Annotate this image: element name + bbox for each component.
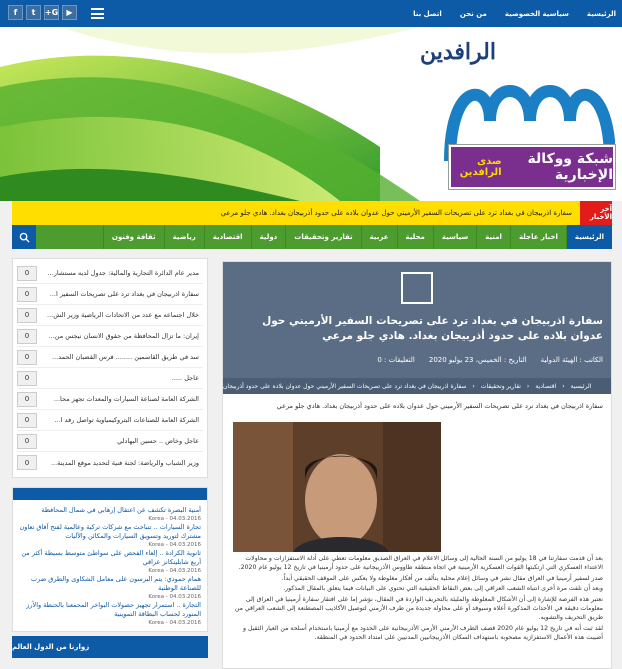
list-item-count: 0 (17, 350, 37, 365)
article-paragraph: نعتبر هذه الفرصة للإشارة إلى أن الأشكال المغلوطة والمليئة بالتحريف الواردة في المقال، نؤشر إما على افتقار سفارة أرمينيا في العراق إلى معلومات دقيقة في الأحداث المذكورة أعلاه وسيوفد أو على محاولة جديدة من طرف الأرمني لتوصيل الأكاذيب المصطنعة إلى الشعب العراقي من طريق التحريف والتشويه. (234, 595, 603, 622)
logo-band-main: شبكة ووكالة الإخبارية (527, 151, 613, 183)
nav-arab[interactable]: عربية (361, 225, 397, 249)
list-item-count: 0 (17, 392, 37, 407)
breadcrumb-separator: ‹ (526, 382, 530, 390)
article-lead: سفارة اذربيجان في بغداد ترد على تصريحات السفير الأرميني حول عدوان بلاده على حدود أذربيجان بغداد. هادي جلو مرعي (276, 402, 603, 410)
breadcrumb-separator: ‹ (472, 382, 475, 390)
top-nav (413, 0, 616, 27)
list-item-count: 0 (17, 413, 37, 428)
article-paragraph: وبعد أن نلفت مرة أخرى انتباه الشعب العراقي إلى بعض النقاط الحقيقية التي تحتوي على البيانات فيما يتعلق بالمقال المذكور. (283, 585, 603, 593)
logo-band (449, 145, 615, 189)
twitter-icon[interactable]: t (26, 5, 41, 20)
list-item-count: 0 (17, 371, 37, 386)
nav-local[interactable]: محلية (397, 225, 433, 249)
visitors-box-title: زوارنا من الدول العالم (12, 636, 208, 658)
list-item-text: عاجل وخاص .. حسين البهادلي (117, 437, 199, 445)
news-link[interactable]: أمنية البصرة تكشف عن اعتقال إرهابي في شمال المحافظة (41, 506, 201, 514)
list-item[interactable] (17, 347, 203, 368)
breadcrumb-item[interactable]: الرئيسية (570, 382, 592, 390)
nav-reports[interactable]: تقارير وتحقيقات (285, 225, 360, 249)
social-links (8, 5, 77, 20)
list-item[interactable] (17, 326, 203, 347)
article-photo (233, 422, 441, 552)
nav-sports[interactable]: رياضية (164, 225, 204, 249)
list-item-text: سد في طريق القاسمين ........ فرس القضبان الحمد... (52, 353, 199, 361)
facebook-icon[interactable]: f (8, 5, 23, 20)
list-item[interactable] (17, 305, 203, 326)
top-nav-contact[interactable]: اتصل بنا (413, 9, 442, 18)
ticker-text[interactable]: سفارة اذربيجان في بغداد ترد على تصريحات السفير الأرميني حول عدوان بلاده على حدود أذربيجان بغداد. هادي جلو مرعي (220, 209, 572, 217)
top-nav-privacy[interactable]: سياسية الخصوصية (504, 9, 569, 18)
list-item[interactable] (17, 263, 203, 284)
list-item-count: 0 (17, 308, 37, 323)
article-paragraph: لقد ثبت أنه في تاريخ 12 يوليو عام 2020 قصف الطرف الأرمني الأرمي الأذربيجانية على الحدود مع أرمينيا باستخدام أسلحة من العيار الثقيل و أصيبت هذه الأعمال الاستفزازية مصحوبة باستهداف السكان الأذربيجانيين المدنيين على امتداد الحدود في المنطقة. (243, 624, 603, 642)
list-item-text: إيران: ما تزال المحافظة من حقوق الانسان نيجس من... (48, 332, 199, 340)
list-item-count: 0 (17, 287, 37, 302)
nav-breaking[interactable]: اخبار عاجلة (510, 225, 566, 249)
list-item[interactable] (17, 431, 203, 452)
list-item-count: 0 (17, 455, 37, 470)
list-item-count: 0 (17, 434, 37, 449)
nav-home[interactable]: الرئيسية (566, 225, 612, 249)
nav-security[interactable]: امنية (476, 225, 510, 249)
news-link[interactable]: تجارة السيارات .. تتباحث مع شركات تركية وعالمية لفتح آفاق تعاون مشترك لتوريد وتسويق السيارات والمكائن والآليات (19, 523, 201, 540)
list-item[interactable] (17, 368, 203, 389)
list-item-text: الشركة العامة للصناعات البتروكيمياوية تواصل رفد ا... (54, 416, 199, 424)
article-hero (223, 262, 612, 394)
logo-name: الرافدين (420, 39, 497, 65)
top-nav-about[interactable]: من نحن (459, 9, 487, 18)
nav-economy[interactable]: اقتصادية (204, 225, 251, 249)
sidebar (12, 258, 208, 478)
search-icon (19, 232, 30, 243)
list-item[interactable] (17, 284, 203, 305)
news-date: Korea - 04.03.2016 (148, 516, 201, 522)
google-plus-icon[interactable]: G+ (44, 5, 59, 20)
youtube-icon[interactable]: ▶ (62, 5, 77, 20)
article-date: التاريخ : الخميس، 23 يوليو 2020 (428, 356, 527, 364)
news-date: Korea - 04.03.2016 (148, 542, 201, 548)
article-body (231, 554, 603, 644)
main-nav (12, 225, 612, 249)
list-item-count: 0 (17, 329, 37, 344)
ticker-label: آخر الأخبار (580, 201, 612, 225)
list-item-text: عاجل ..... (171, 374, 199, 382)
article (222, 261, 612, 669)
nav-culture[interactable]: ثقافة وفنون (103, 225, 164, 249)
list-item[interactable] (17, 410, 203, 431)
latest-news-box (12, 487, 208, 632)
top-nav-home[interactable]: الرئيسية (586, 9, 616, 18)
list-item-count: 0 (17, 266, 37, 281)
article-thumbnail (401, 272, 433, 304)
news-date: Korea - 04.03.2016 (148, 568, 201, 574)
latest-news-header (13, 488, 207, 500)
breadcrumb-separator: ‹ (562, 382, 565, 390)
article-paragraph: صدر لسفير أرمينيا في العراق مقال نشر في وسائل إعلام محلية يتألف من أفكار مغلوطة ولا يعكس على الموقف الحقيقي أبداً. (281, 574, 603, 582)
breadcrumb-item[interactable]: تقارير وتحقيقات (480, 382, 521, 390)
news-date: Korea - 04.03.2016 (148, 594, 201, 600)
list-item-text: وزير الشباب والرياضة: لجنة فنية لتحديد موقع المدينة... (50, 458, 199, 467)
list-item-text: خلال اجتماعه مع عدد من الاتحادات الرياضية وزير الش... (47, 311, 199, 319)
header-banner (0, 27, 622, 201)
top-bar (0, 0, 622, 27)
news-ticker (12, 201, 612, 225)
breadcrumb-item[interactable]: اقتصادية (535, 382, 557, 390)
news-link[interactable]: التجارة .. استمرار تجهيز حصولات البواخر المحمعنا بالحنطة والأرز المنورد لحساب البطاقة التموينية (26, 601, 201, 618)
article-author[interactable]: الكاتب : الهيئة الدولية (540, 356, 603, 364)
menu-icon[interactable] (91, 8, 104, 19)
list-item-text: سفارة اذربيجان في بغداد ترد على تصريحات السفير ا... (49, 290, 199, 298)
article-comments[interactable]: التعليقات : 0 (377, 356, 415, 364)
portrait-graphic (233, 422, 441, 552)
article-title: سفارة اذربيجان في بغداد ترد على تصريحات السفير الأرميني حول عدوان بلاده على حدود أذربيجان بغداد. هادي جلو مرعي (262, 315, 603, 342)
article-meta (377, 356, 603, 364)
nav-politics[interactable]: سياسية (433, 225, 476, 249)
breadcrumb (223, 378, 612, 394)
news-link[interactable]: همام حمودي: يتم البرسون على معامل الشكاوى والطرق ضرب للصناعة الوطنية (31, 575, 201, 592)
popular-list (12, 258, 208, 478)
list-item-text: مدير عام الدائرة التجارية والمالية: جدول لديه مستشار... (47, 269, 199, 277)
search-button[interactable] (12, 225, 36, 249)
nav-international[interactable]: دولية (251, 225, 286, 249)
news-date: Korea - 04.03.2016 (148, 620, 201, 626)
breadcrumb-item: سفارة اذربيجان في بغداد ترد على تصريحات السفير الأرميني حول عدوان بلاده على حدود أذربيجان (223, 382, 467, 390)
logo-band-sub: صدى الرافدين (459, 156, 502, 178)
news-link[interactable]: ثانوية الكرادة .. إلغاء الفحص على سواطئ متوسط بسيطة أكثر من أربع شابلينكانز عراقي (21, 549, 201, 566)
list-item[interactable] (17, 452, 203, 473)
article-paragraph: بعد أن قدمت سفارتنا في 18 يوليو من السنة الحالية إلى وسائل الاعلام في العراق الصديق معلومات تعطي على أدلة الاستفزازات و محاولات الاعتداء العسكري التي ارتكبتها القوات العسكرية الأرمينية في اتجاه منطقة طاووس الأذربيجانية على حدود أرمينيا في تاريخ 12 يوليو عام 2020. (238, 555, 603, 572)
list-item[interactable] (17, 389, 203, 410)
list-item-text: الشركة العامة لصناعة السيارات والمعدات تجهز محا... (53, 395, 199, 403)
